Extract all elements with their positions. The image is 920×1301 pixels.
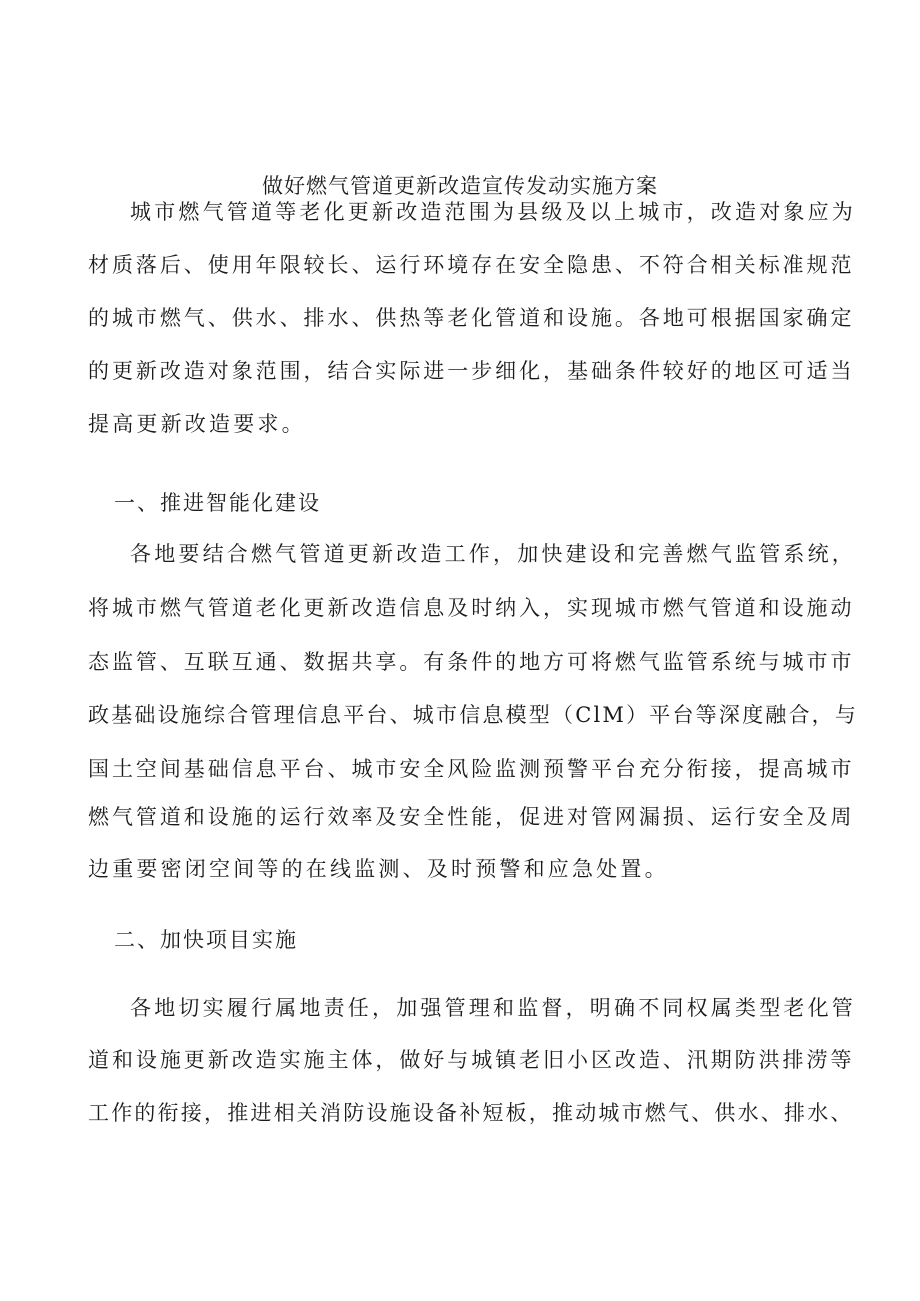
section-heading-1: 一、推进智能化建设 bbox=[114, 491, 321, 515]
section-heading-2: 二、加快项目实施 bbox=[114, 928, 298, 952]
document-title: 做好燃气管道更新改造宣传发动实施方案 bbox=[262, 174, 658, 198]
paragraph-line: 的更新改造对象范围，结合实际进一步细化，基础条件较好的地区可适当 bbox=[88, 359, 855, 383]
paragraph-line: 工作的衔接，推进相关消防设施设备补短板，推动城市燃气、供水、排水、 bbox=[88, 1101, 854, 1125]
paragraph-line: 燃气管道和设施的运行效率及安全性能，促进对管网漏损、运行安全及周 bbox=[88, 805, 855, 829]
paragraph-line: 边重要密闭空间等的在线监测、及时预警和应急处置。 bbox=[88, 857, 669, 881]
paragraph-line: 国土空间基础信息平台、城市安全风险监测预警平台充分衔接，提高城市 bbox=[88, 757, 855, 781]
paragraph-line: 各地要结合燃气管道更新改造工作，加快建设和完善燃气监管系统， bbox=[130, 542, 856, 566]
paragraph-line: 材质落后、使用年限较长、运行环境存在安全隐患、不符合相关标准规范 bbox=[88, 253, 855, 277]
paragraph-line: 态监管、互联互通、数据共享。有条件的地方可将燃气监管系统与城市市 bbox=[88, 650, 855, 674]
paragraph-line: 将城市燃气管道老化更新改造信息及时纳入，实现城市燃气管道和设施动 bbox=[88, 596, 855, 620]
paragraph-line: 提高更新改造要求。 bbox=[88, 412, 306, 436]
paragraph-line: 城市燃气管道等老化更新改造范围为县级及以上城市，改造对象应为 bbox=[130, 200, 856, 224]
paragraph-line: 的城市燃气、供水、排水、供热等老化管道和设施。各地可根据国家确定 bbox=[88, 306, 855, 330]
paragraph-line: 各地切实履行属地责任，加强管理和监督，明确不同权属类型老化管 bbox=[130, 996, 856, 1020]
paragraph-line: 道和设施更新改造实施主体，做好与城镇老旧小区改造、汛期防洪排涝等 bbox=[88, 1048, 855, 1072]
paragraph-line: 政基础设施综合管理信息平台、城市信息模型（ClM）平台等深度融合，与 bbox=[88, 703, 859, 727]
